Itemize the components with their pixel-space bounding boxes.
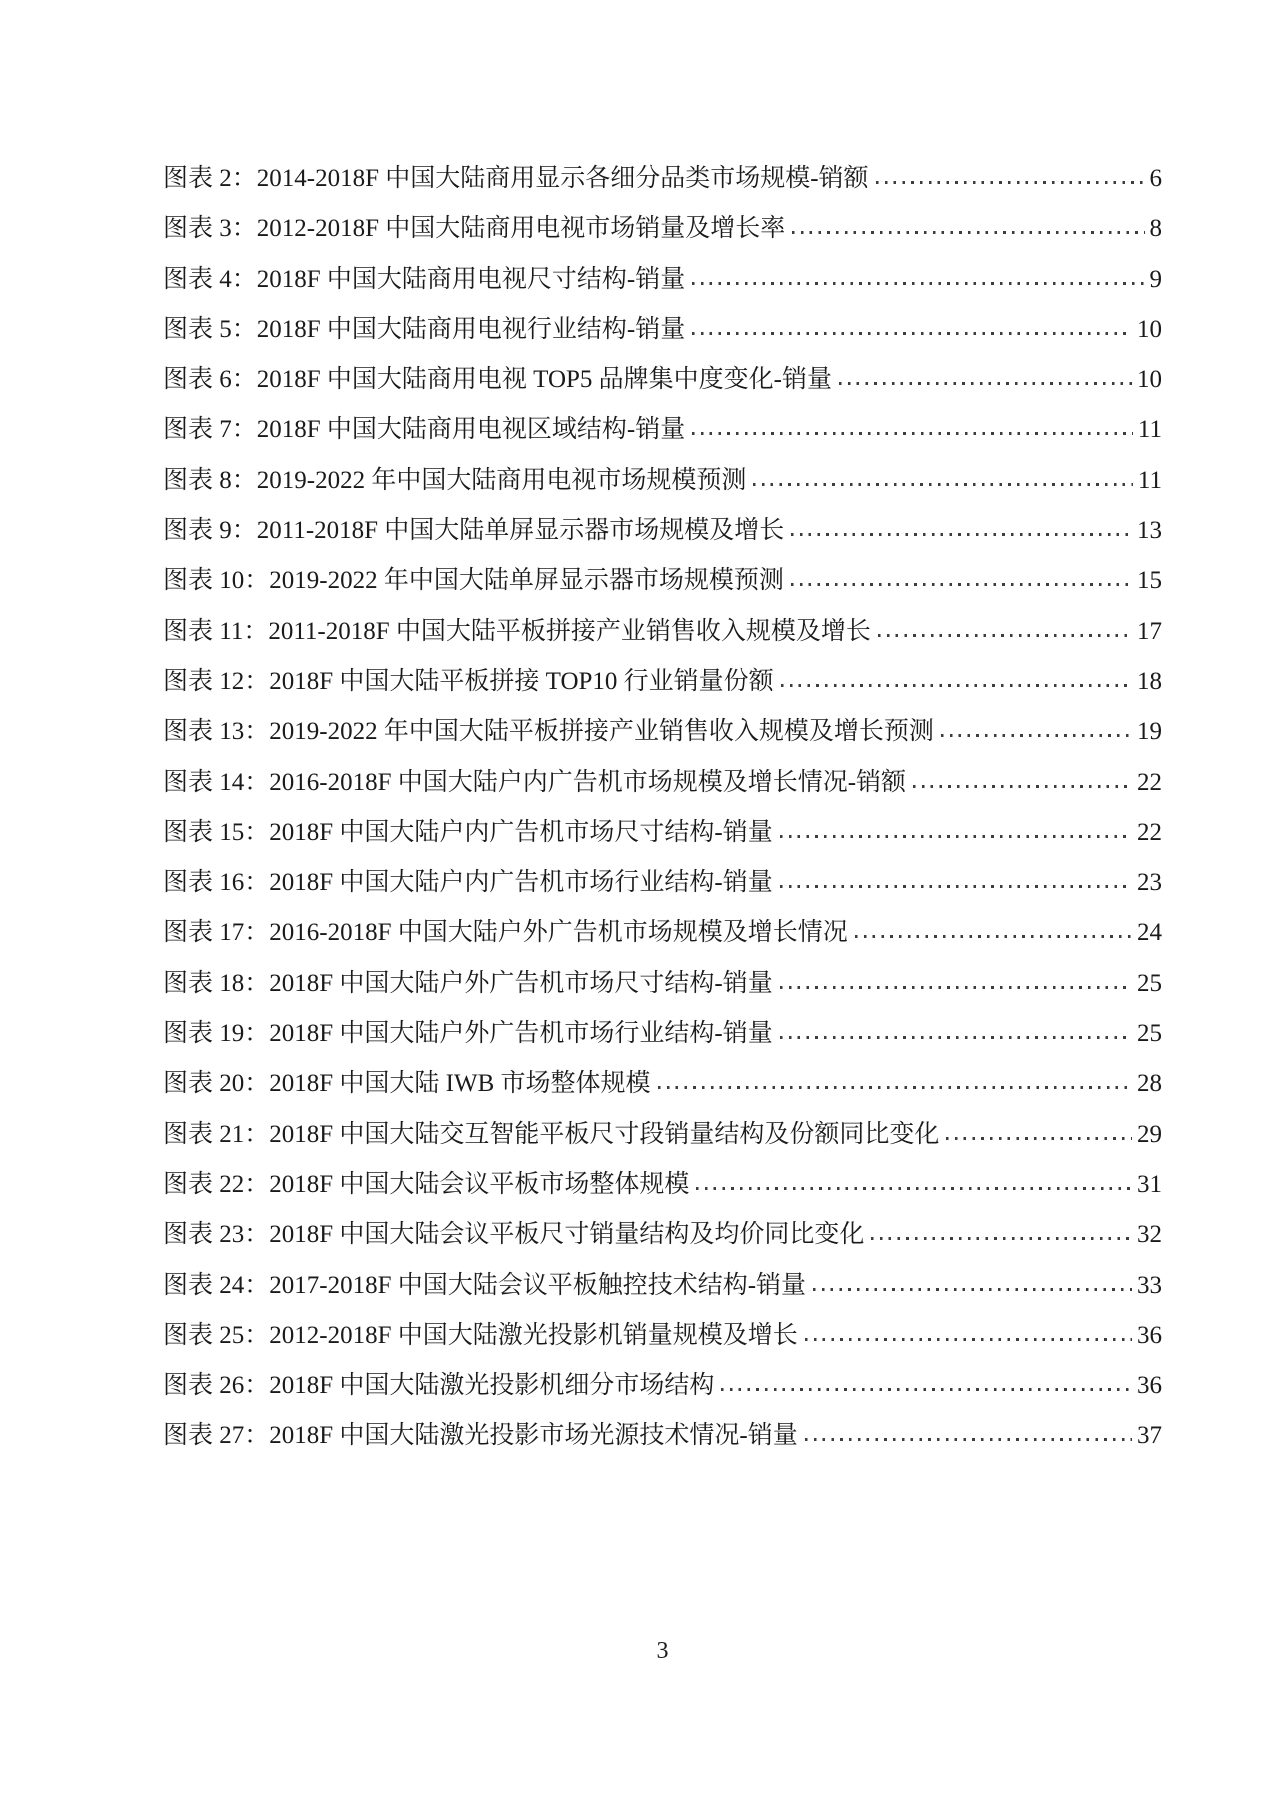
dot-leader [753,483,1133,486]
toc-entry[interactable] [163,1210,1162,1260]
dot-leader [692,432,1133,435]
toc-entry-label: 图表 2：2014-2018F 中国大陆商用显示各细分品类市场规模-销额 [163,165,869,192]
toc-entry[interactable] [163,959,1162,1009]
toc-entry-page-number: 8 [1149,215,1162,243]
toc-entry[interactable] [163,1261,1162,1311]
toc-entry-page-number: 28 [1137,1070,1162,1098]
toc-entry-label: 图表 7：2018F 中国大陆商用电视区域结构-销量 [163,416,686,444]
dot-leader [696,1187,1132,1190]
dot-leader [876,181,1145,184]
toc-entry[interactable] [163,456,1162,506]
toc-entry[interactable] [163,506,1162,556]
toc-entry-label: 图表 8：2019-2022 年中国大陆商用电视市场规模预测 [163,466,747,494]
list-of-figures [163,154,1162,1462]
dot-leader [780,835,1132,838]
dot-leader [805,1338,1132,1341]
dot-leader [721,1388,1132,1391]
toc-entry[interactable] [163,1361,1162,1411]
toc-entry-page-number: 19 [1137,718,1162,746]
toc-entry-label: 图表 9：2011-2018F 中国大陆单屏显示器市场规模及增长 [163,517,785,545]
toc-entry[interactable] [163,1311,1162,1361]
toc-entry[interactable] [163,1110,1162,1160]
toc-entry-label: 图表 10：2019-2022 年中国大陆单屏显示器市场规模预测 [163,567,784,595]
toc-entry[interactable] [163,707,1162,757]
toc-entry-label: 图表 22：2018F 中国大陆会议平板市场整体规模 [163,1170,690,1198]
toc-entry-label: 图表 20：2018F 中国大陆 IWB 市场整体规模 [163,1070,651,1098]
dot-leader [780,1036,1132,1039]
toc-entry-page-number: 22 [1137,818,1162,846]
toc-entry-label: 图表 27：2018F 中国大陆激光投影市场光源技术情况-销量 [163,1422,798,1450]
toc-entry[interactable] [163,154,1162,204]
toc-entry-page-number: 11 [1137,416,1162,444]
toc-entry-page-number: 13 [1137,517,1162,545]
dot-leader [791,533,1132,536]
toc-entry-page-number: 29 [1137,1120,1162,1148]
toc-entry-page-number: 33 [1137,1271,1162,1299]
dot-leader [780,986,1132,989]
toc-entry-label: 图表 15：2018F 中国大陆户内广告机市场尺寸结构-销量 [163,818,773,846]
dot-leader [692,332,1132,335]
dot-leader [878,634,1132,637]
toc-entry-page-number: 11 [1137,466,1162,494]
toc-entry-label: 图表 24：2017-2018F 中国大陆会议平板触控技术结构-销量 [163,1271,807,1299]
dot-leader [781,684,1132,687]
toc-entry-page-number: 10 [1137,315,1162,343]
dot-leader [805,1438,1132,1441]
toc-entry-label: 图表 6：2018F 中国大陆商用电视 TOP5 品牌集中度变化-销量 [163,366,833,394]
toc-entry-label: 图表 25：2012-2018F 中国大陆激光投影机销量规模及增长 [163,1321,798,1349]
toc-entry[interactable] [163,607,1162,657]
toc-entry-label: 图表 21：2018F 中国大陆交互智能平板尺寸段销量结构及份额同比变化 [163,1120,940,1148]
dot-leader [792,231,1144,234]
toc-entry-page-number: 15 [1137,567,1162,595]
toc-entry-page-number: 9 [1149,265,1162,293]
toc-entry-page-number: 32 [1137,1221,1162,1249]
dot-leader [813,1288,1132,1291]
dot-leader [780,885,1132,888]
toc-entry-label: 图表 11：2011-2018F 中国大陆平板拼接产业销售收入规模及增长 [163,617,871,645]
toc-entry[interactable] [163,908,1162,958]
toc-entry-page-number: 31 [1137,1170,1162,1198]
toc-entry[interactable] [163,858,1162,908]
toc-entry[interactable] [163,1059,1162,1109]
toc-entry[interactable] [163,556,1162,606]
dot-leader [839,382,1132,385]
toc-entry[interactable] [163,355,1162,405]
toc-entry-label: 图表 3：2012-2018F 中国大陆商用电视市场销量及增长率 [163,215,786,243]
toc-entry-page-number: 36 [1137,1321,1162,1349]
dot-leader [946,1137,1132,1140]
toc-entry-page-number: 36 [1137,1372,1162,1400]
toc-entry-page-number: 17 [1137,617,1162,645]
dot-leader [913,785,1132,788]
dot-leader [791,583,1132,586]
toc-entry-label: 图表 5：2018F 中国大陆商用电视行业结构-销量 [163,315,686,343]
toc-entry-page-number: 18 [1137,667,1162,695]
toc-entry[interactable] [163,1160,1162,1210]
toc-entry[interactable] [163,808,1162,858]
toc-entry-page-number: 37 [1137,1422,1162,1450]
toc-entry-page-number: 25 [1137,969,1162,997]
toc-entry-label: 图表 4：2018F 中国大陆商用电视尺寸结构-销量 [163,265,686,293]
toc-entry-page-number: 25 [1137,1020,1162,1048]
toc-entry-label: 图表 13：2019-2022 年中国大陆平板拼接产业销售收入规模及增长预测 [163,718,934,746]
page-footer [163,1638,1162,1665]
toc-entry-label: 图表 17：2016-2018F 中国大陆户外广告机市场规模及增长情况 [163,919,848,947]
toc-entry-label: 图表 14：2016-2018F 中国大陆户内广告机市场规模及增长情况-销额 [163,768,907,796]
toc-entry-label: 图表 23：2018F 中国大陆会议平板尺寸销量结构及均价同比变化 [163,1221,865,1249]
toc-entry[interactable] [163,255,1162,305]
dot-leader [871,1237,1132,1240]
toc-entry-page-number: 23 [1137,869,1162,897]
toc-entry[interactable] [163,1009,1162,1059]
dot-leader [941,734,1132,737]
toc-entry[interactable] [163,758,1162,808]
toc-entry-page-number: 6 [1149,165,1162,192]
toc-entry[interactable] [163,1411,1162,1461]
toc-entry-page-number: 22 [1137,768,1162,796]
toc-entry-label: 图表 12：2018F 中国大陆平板拼接 TOP10 行业销量份额 [163,667,774,695]
dot-leader [658,1086,1132,1089]
footer-page-number: 3 [656,1638,669,1664]
dot-leader [692,282,1144,285]
toc-entry[interactable] [163,657,1162,707]
toc-entry-label: 图表 16：2018F 中国大陆户内广告机市场行业结构-销量 [163,869,773,897]
toc-entry[interactable] [163,305,1162,355]
toc-entry-label: 图表 26：2018F 中国大陆激光投影机细分市场结构 [163,1372,715,1400]
toc-entry-label: 图表 18：2018F 中国大陆户外广告机市场尺寸结构-销量 [163,969,773,997]
toc-entry[interactable] [163,204,1162,254]
toc-entry-page-number: 10 [1137,366,1162,394]
toc-entry-page-number: 24 [1137,919,1162,947]
toc-entry-label: 图表 19：2018F 中国大陆户外广告机市场行业结构-销量 [163,1020,773,1048]
dot-leader [855,935,1132,938]
toc-entry[interactable] [163,405,1162,455]
